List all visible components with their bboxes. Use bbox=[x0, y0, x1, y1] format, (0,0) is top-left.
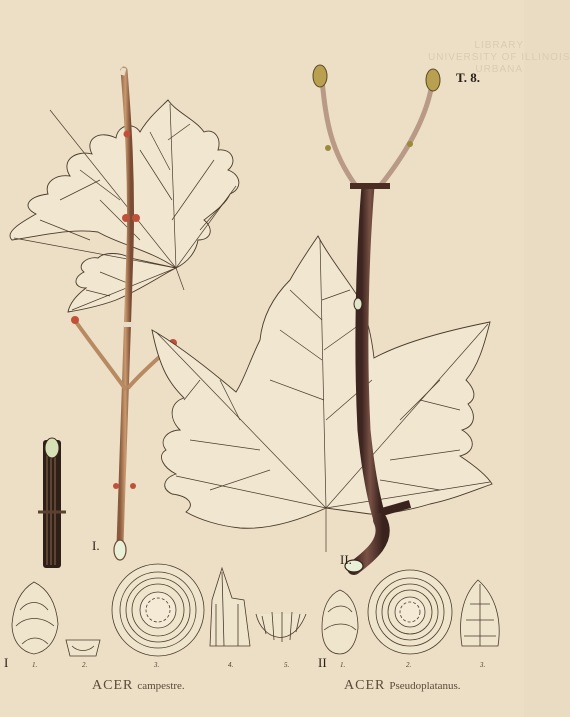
detail-row-one-label: I bbox=[4, 655, 9, 670]
detail-number: 5. bbox=[284, 661, 290, 669]
detail-number: 3. bbox=[154, 661, 160, 669]
detail-number: 3. bbox=[480, 661, 486, 669]
stamp-line-2: UNIVERSITY OF ILLINOIS bbox=[428, 52, 570, 63]
detail-number: 2. bbox=[82, 661, 88, 669]
plate-number: T. 8. bbox=[456, 70, 480, 85]
figure-two-label: II. bbox=[340, 552, 352, 567]
caption-left-species: campestre. bbox=[137, 680, 185, 692]
stem-section bbox=[38, 438, 66, 568]
detail-number: 4. bbox=[228, 661, 234, 669]
detail-number: 1. bbox=[32, 661, 38, 669]
figure-one-label: I. bbox=[92, 538, 100, 553]
caption-left-genus: ACER bbox=[92, 678, 134, 693]
detail-row-two-label: II bbox=[318, 655, 327, 670]
stamp-line-3: URBANA bbox=[475, 64, 524, 75]
stamp-line-1: LIBRARY bbox=[474, 40, 525, 51]
detail-number: 1. bbox=[340, 661, 346, 669]
pseudoplatanus-leaf bbox=[152, 236, 492, 552]
caption-right-species: Pseudoplatanus. bbox=[389, 680, 461, 692]
caption-left bbox=[92, 676, 185, 694]
caption-right bbox=[344, 676, 461, 694]
detail-number: 2. bbox=[406, 661, 412, 669]
detail-row bbox=[12, 564, 499, 656]
caption-right-genus: ACER bbox=[344, 678, 386, 693]
library-stamp bbox=[428, 40, 570, 76]
